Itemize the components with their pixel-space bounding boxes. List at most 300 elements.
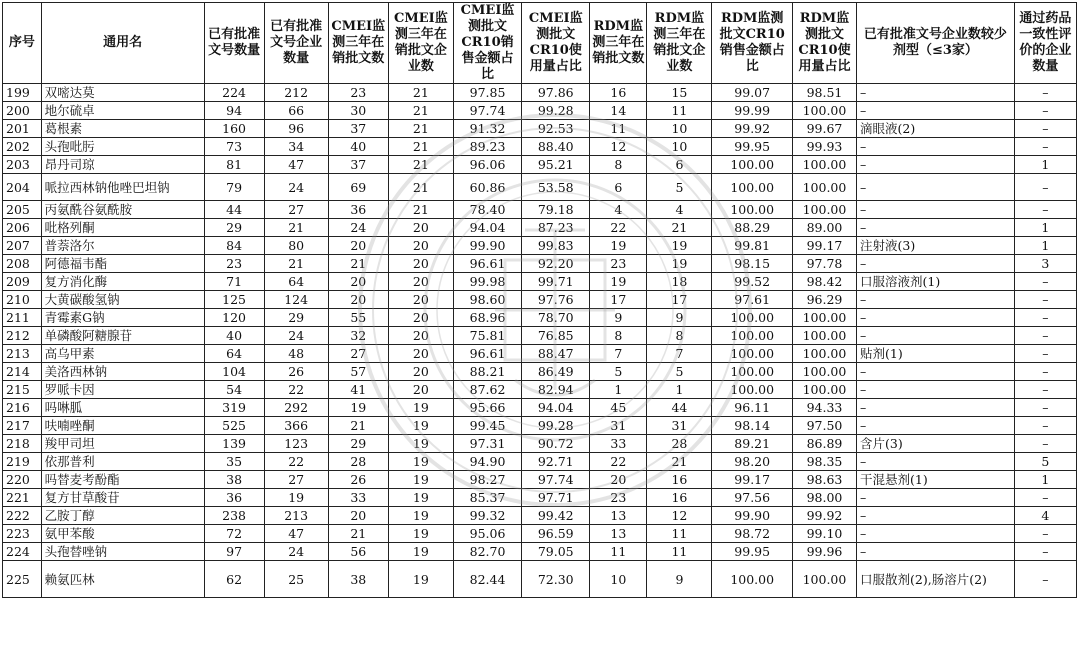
table-row bbox=[3, 525, 1077, 543]
table-row bbox=[3, 201, 1077, 219]
approval-count: 224 bbox=[204, 84, 264, 102]
cmei-sales-batch-count: 21 bbox=[328, 417, 388, 435]
rdm-cr10-sales-share: 97.56 bbox=[712, 489, 792, 507]
cmei-company-count: 19 bbox=[388, 543, 453, 561]
rdm-sales-batch-count: 22 bbox=[590, 453, 647, 471]
rdm-company-count: 17 bbox=[647, 291, 712, 309]
cmei-cr10-sales-share: 89.23 bbox=[453, 138, 521, 156]
cmei-cr10-sales-share: 94.04 bbox=[453, 219, 521, 237]
cmei-company-count: 19 bbox=[388, 525, 453, 543]
rdm-cr10-sales-share: 99.90 bbox=[712, 507, 792, 525]
rdm-cr10-sales-share: 97.61 bbox=[712, 291, 792, 309]
cmei-sales-batch-count: 19 bbox=[328, 399, 388, 417]
cmei-company-count: 20 bbox=[388, 327, 453, 345]
rdm-company-count: 16 bbox=[647, 489, 712, 507]
low-company-dosage-forms: 注射液(3) bbox=[857, 237, 1015, 255]
cmei-cr10-usage-share: 97.71 bbox=[522, 489, 590, 507]
row-index: 220 bbox=[3, 471, 42, 489]
row-index: 224 bbox=[3, 543, 42, 561]
approval-count: 38 bbox=[204, 471, 264, 489]
consistency-eval-company-count: – bbox=[1014, 309, 1076, 327]
table-row bbox=[3, 363, 1077, 381]
cmei-cr10-sales-share: 99.90 bbox=[453, 237, 521, 255]
drug-name: 丙氨酰谷氨酰胺 bbox=[41, 201, 204, 219]
approval-count: 238 bbox=[204, 507, 264, 525]
low-company-dosage-forms: 口服散剂(2),肠溶片(2) bbox=[857, 561, 1015, 598]
rdm-cr10-sales-share: 99.17 bbox=[712, 471, 792, 489]
drug-name: 双嘧达莫 bbox=[41, 84, 204, 102]
cmei-cr10-usage-share: 53.58 bbox=[522, 174, 590, 201]
cmei-sales-batch-count: 28 bbox=[328, 453, 388, 471]
cmei-cr10-usage-share: 90.72 bbox=[522, 435, 590, 453]
cmei-sales-batch-count: 56 bbox=[328, 543, 388, 561]
rdm-sales-batch-count: 6 bbox=[590, 174, 647, 201]
cmei-company-count: 20 bbox=[388, 255, 453, 273]
approval-count: 319 bbox=[204, 399, 264, 417]
consistency-eval-company-count: – bbox=[1014, 327, 1076, 345]
rdm-sales-batch-count: 31 bbox=[590, 417, 647, 435]
row-index: 202 bbox=[3, 138, 42, 156]
consistency-eval-company-count: – bbox=[1014, 291, 1076, 309]
rdm-cr10-sales-share: 99.92 bbox=[712, 120, 792, 138]
rdm-cr10-sales-share: 99.99 bbox=[712, 102, 792, 120]
consistency-eval-company-count: – bbox=[1014, 561, 1076, 598]
rdm-sales-batch-count: 1 bbox=[590, 381, 647, 399]
rdm-company-count: 21 bbox=[647, 219, 712, 237]
drug-name: 高乌甲素 bbox=[41, 345, 204, 363]
approval-count: 36 bbox=[204, 489, 264, 507]
approval-company-count: 27 bbox=[264, 471, 328, 489]
approval-company-count: 64 bbox=[264, 273, 328, 291]
cmei-cr10-usage-share: 82.94 bbox=[522, 381, 590, 399]
approval-company-count: 123 bbox=[264, 435, 328, 453]
rdm-sales-batch-count: 9 bbox=[590, 309, 647, 327]
row-index: 217 bbox=[3, 417, 42, 435]
consistency-eval-company-count: – bbox=[1014, 102, 1076, 120]
rdm-cr10-sales-share: 89.21 bbox=[712, 435, 792, 453]
low-company-dosage-forms: – bbox=[857, 138, 1015, 156]
consistency-eval-company-count: 1 bbox=[1014, 237, 1076, 255]
cmei-sales-batch-count: 24 bbox=[328, 219, 388, 237]
cmei-cr10-sales-share: 99.32 bbox=[453, 507, 521, 525]
low-company-dosage-forms: 口服溶液剂(1) bbox=[857, 273, 1015, 291]
table-body bbox=[3, 84, 1077, 598]
cmei-sales-batch-count: 55 bbox=[328, 309, 388, 327]
rdm-cr10-sales-share: 99.95 bbox=[712, 138, 792, 156]
drug-name: 普萘洛尔 bbox=[41, 237, 204, 255]
cmei-sales-batch-count: 57 bbox=[328, 363, 388, 381]
row-index: 212 bbox=[3, 327, 42, 345]
cmei-company-count: 19 bbox=[388, 471, 453, 489]
cmei-cr10-usage-share: 79.05 bbox=[522, 543, 590, 561]
rdm-cr10-usage-share: 99.17 bbox=[792, 237, 856, 255]
approval-count: 44 bbox=[204, 201, 264, 219]
drug-statistics-table bbox=[2, 2, 1077, 598]
consistency-eval-company-count: 4 bbox=[1014, 507, 1076, 525]
rdm-cr10-usage-share: 100.00 bbox=[792, 201, 856, 219]
consistency-eval-company-count: 3 bbox=[1014, 255, 1076, 273]
cmei-cr10-sales-share: 60.86 bbox=[453, 174, 521, 201]
rdm-company-count: 19 bbox=[647, 237, 712, 255]
table-row bbox=[3, 219, 1077, 237]
drug-name: 美洛西林钠 bbox=[41, 363, 204, 381]
rdm-cr10-usage-share: 100.00 bbox=[792, 102, 856, 120]
table-row bbox=[3, 255, 1077, 273]
cmei-company-count: 19 bbox=[388, 417, 453, 435]
column-header: RDM监测批文CR10销售金额占比 bbox=[712, 3, 792, 84]
approval-count: 71 bbox=[204, 273, 264, 291]
approval-company-count: 34 bbox=[264, 138, 328, 156]
table-row bbox=[3, 381, 1077, 399]
cmei-company-count: 20 bbox=[388, 309, 453, 327]
approval-count: 23 bbox=[204, 255, 264, 273]
cmei-sales-batch-count: 21 bbox=[328, 525, 388, 543]
rdm-sales-batch-count: 23 bbox=[590, 489, 647, 507]
consistency-eval-company-count: – bbox=[1014, 120, 1076, 138]
rdm-sales-batch-count: 33 bbox=[590, 435, 647, 453]
cmei-cr10-sales-share: 97.85 bbox=[453, 84, 521, 102]
cmei-cr10-usage-share: 88.47 bbox=[522, 345, 590, 363]
approval-count: 81 bbox=[204, 156, 264, 174]
consistency-eval-company-count: 1 bbox=[1014, 219, 1076, 237]
rdm-sales-batch-count: 19 bbox=[590, 273, 647, 291]
table-row bbox=[3, 345, 1077, 363]
approval-count: 64 bbox=[204, 345, 264, 363]
rdm-cr10-usage-share: 98.42 bbox=[792, 273, 856, 291]
rdm-cr10-usage-share: 98.63 bbox=[792, 471, 856, 489]
rdm-cr10-usage-share: 98.51 bbox=[792, 84, 856, 102]
cmei-cr10-usage-share: 99.28 bbox=[522, 417, 590, 435]
consistency-eval-company-count: 1 bbox=[1014, 471, 1076, 489]
approval-company-count: 212 bbox=[264, 84, 328, 102]
table-row bbox=[3, 138, 1077, 156]
row-index: 225 bbox=[3, 561, 42, 598]
rdm-sales-batch-count: 4 bbox=[590, 201, 647, 219]
header-row bbox=[3, 3, 1077, 84]
consistency-eval-company-count: – bbox=[1014, 273, 1076, 291]
rdm-cr10-usage-share: 100.00 bbox=[792, 309, 856, 327]
rdm-sales-batch-count: 13 bbox=[590, 525, 647, 543]
cmei-company-count: 20 bbox=[388, 345, 453, 363]
rdm-company-count: 21 bbox=[647, 453, 712, 471]
cmei-cr10-sales-share: 94.90 bbox=[453, 453, 521, 471]
approval-company-count: 366 bbox=[264, 417, 328, 435]
low-company-dosage-forms: – bbox=[857, 102, 1015, 120]
cmei-sales-batch-count: 30 bbox=[328, 102, 388, 120]
column-header: RDM监测三年在销批文企业数 bbox=[647, 3, 712, 84]
consistency-eval-company-count: – bbox=[1014, 435, 1076, 453]
cmei-cr10-sales-share: 88.21 bbox=[453, 363, 521, 381]
cmei-cr10-sales-share: 98.60 bbox=[453, 291, 521, 309]
table-row bbox=[3, 471, 1077, 489]
drug-name: 地尔硫卓 bbox=[41, 102, 204, 120]
rdm-sales-batch-count: 10 bbox=[590, 561, 647, 598]
rdm-cr10-usage-share: 98.35 bbox=[792, 453, 856, 471]
cmei-sales-batch-count: 37 bbox=[328, 120, 388, 138]
consistency-eval-company-count: – bbox=[1014, 201, 1076, 219]
column-header: 通过药品一致性评价的企业数量 bbox=[1014, 3, 1076, 84]
column-header: RDM监测批文CR10使用量占比 bbox=[792, 3, 856, 84]
low-company-dosage-forms: – bbox=[857, 399, 1015, 417]
rdm-cr10-sales-share: 100.00 bbox=[712, 309, 792, 327]
drug-name: 吗替麦考酚酯 bbox=[41, 471, 204, 489]
cmei-sales-batch-count: 21 bbox=[328, 255, 388, 273]
consistency-eval-company-count: – bbox=[1014, 84, 1076, 102]
approval-count: 29 bbox=[204, 219, 264, 237]
consistency-eval-company-count: 5 bbox=[1014, 453, 1076, 471]
cmei-sales-batch-count: 33 bbox=[328, 489, 388, 507]
rdm-cr10-sales-share: 98.72 bbox=[712, 525, 792, 543]
approval-company-count: 24 bbox=[264, 543, 328, 561]
table-row bbox=[3, 399, 1077, 417]
low-company-dosage-forms: – bbox=[857, 327, 1015, 345]
cmei-cr10-sales-share: 96.61 bbox=[453, 345, 521, 363]
rdm-sales-batch-count: 19 bbox=[590, 237, 647, 255]
cmei-cr10-sales-share: 97.31 bbox=[453, 435, 521, 453]
rdm-cr10-sales-share: 98.15 bbox=[712, 255, 792, 273]
rdm-company-count: 44 bbox=[647, 399, 712, 417]
rdm-cr10-sales-share: 100.00 bbox=[712, 363, 792, 381]
cmei-sales-batch-count: 20 bbox=[328, 507, 388, 525]
rdm-cr10-usage-share: 98.00 bbox=[792, 489, 856, 507]
cmei-sales-batch-count: 23 bbox=[328, 84, 388, 102]
cmei-cr10-sales-share: 98.27 bbox=[453, 471, 521, 489]
low-company-dosage-forms: – bbox=[857, 543, 1015, 561]
low-company-dosage-forms: – bbox=[857, 381, 1015, 399]
cmei-cr10-usage-share: 94.04 bbox=[522, 399, 590, 417]
approval-count: 120 bbox=[204, 309, 264, 327]
cmei-cr10-usage-share: 92.53 bbox=[522, 120, 590, 138]
consistency-eval-company-count: 1 bbox=[1014, 156, 1076, 174]
cmei-cr10-sales-share: 96.61 bbox=[453, 255, 521, 273]
cmei-cr10-usage-share: 99.42 bbox=[522, 507, 590, 525]
consistency-eval-company-count: – bbox=[1014, 543, 1076, 561]
rdm-cr10-sales-share: 100.00 bbox=[712, 201, 792, 219]
table-row bbox=[3, 84, 1077, 102]
cmei-cr10-usage-share: 97.86 bbox=[522, 84, 590, 102]
rdm-sales-batch-count: 16 bbox=[590, 84, 647, 102]
cmei-cr10-usage-share: 99.83 bbox=[522, 237, 590, 255]
consistency-eval-company-count: – bbox=[1014, 489, 1076, 507]
row-index: 201 bbox=[3, 120, 42, 138]
cmei-cr10-usage-share: 96.59 bbox=[522, 525, 590, 543]
cmei-cr10-sales-share: 87.62 bbox=[453, 381, 521, 399]
rdm-cr10-sales-share: 96.11 bbox=[712, 399, 792, 417]
low-company-dosage-forms: – bbox=[857, 255, 1015, 273]
low-company-dosage-forms: 干混悬剂(1) bbox=[857, 471, 1015, 489]
column-header: CMEI监测批文CR10销售金额占比 bbox=[453, 3, 521, 84]
cmei-cr10-sales-share: 75.81 bbox=[453, 327, 521, 345]
table-row bbox=[3, 417, 1077, 435]
column-header: 已有批准文号数量 bbox=[204, 3, 264, 84]
approval-company-count: 21 bbox=[264, 255, 328, 273]
rdm-company-count: 19 bbox=[647, 255, 712, 273]
approval-count: 54 bbox=[204, 381, 264, 399]
cmei-company-count: 21 bbox=[388, 84, 453, 102]
approval-count: 84 bbox=[204, 237, 264, 255]
rdm-cr10-usage-share: 100.00 bbox=[792, 327, 856, 345]
cmei-cr10-usage-share: 95.21 bbox=[522, 156, 590, 174]
approval-count: 525 bbox=[204, 417, 264, 435]
drug-name: 罗哌卡因 bbox=[41, 381, 204, 399]
column-header: CMEI监测三年在销批文数 bbox=[328, 3, 388, 84]
cmei-cr10-usage-share: 72.30 bbox=[522, 561, 590, 598]
approval-count: 104 bbox=[204, 363, 264, 381]
cmei-sales-batch-count: 32 bbox=[328, 327, 388, 345]
approval-company-count: 24 bbox=[264, 174, 328, 201]
rdm-company-count: 1 bbox=[647, 381, 712, 399]
rdm-cr10-usage-share: 100.00 bbox=[792, 561, 856, 598]
cmei-company-count: 19 bbox=[388, 453, 453, 471]
row-index: 203 bbox=[3, 156, 42, 174]
rdm-cr10-usage-share: 100.00 bbox=[792, 174, 856, 201]
drug-name: 葛根素 bbox=[41, 120, 204, 138]
approval-company-count: 24 bbox=[264, 327, 328, 345]
low-company-dosage-forms: – bbox=[857, 156, 1015, 174]
rdm-sales-batch-count: 22 bbox=[590, 219, 647, 237]
rdm-company-count: 18 bbox=[647, 273, 712, 291]
approval-count: 94 bbox=[204, 102, 264, 120]
rdm-sales-batch-count: 12 bbox=[590, 138, 647, 156]
low-company-dosage-forms: – bbox=[857, 174, 1015, 201]
rdm-sales-batch-count: 20 bbox=[590, 471, 647, 489]
cmei-company-count: 19 bbox=[388, 561, 453, 598]
drug-name: 昂丹司琼 bbox=[41, 156, 204, 174]
cmei-company-count: 20 bbox=[388, 219, 453, 237]
approval-company-count: 96 bbox=[264, 120, 328, 138]
cmei-company-count: 21 bbox=[388, 102, 453, 120]
low-company-dosage-forms: – bbox=[857, 489, 1015, 507]
rdm-cr10-sales-share: 100.00 bbox=[712, 561, 792, 598]
drug-name: 吗啉胍 bbox=[41, 399, 204, 417]
consistency-eval-company-count: – bbox=[1014, 417, 1076, 435]
rdm-company-count: 6 bbox=[647, 156, 712, 174]
low-company-dosage-forms: 滴眼液(2) bbox=[857, 120, 1015, 138]
low-company-dosage-forms: – bbox=[857, 291, 1015, 309]
table-row bbox=[3, 507, 1077, 525]
table-row bbox=[3, 174, 1077, 201]
low-company-dosage-forms: – bbox=[857, 219, 1015, 237]
approval-count: 160 bbox=[204, 120, 264, 138]
row-index: 205 bbox=[3, 201, 42, 219]
cmei-company-count: 21 bbox=[388, 156, 453, 174]
rdm-cr10-sales-share: 99.81 bbox=[712, 237, 792, 255]
row-index: 221 bbox=[3, 489, 42, 507]
cmei-cr10-usage-share: 92.71 bbox=[522, 453, 590, 471]
consistency-eval-company-count: – bbox=[1014, 399, 1076, 417]
rdm-cr10-sales-share: 100.00 bbox=[712, 345, 792, 363]
rdm-cr10-usage-share: 99.10 bbox=[792, 525, 856, 543]
low-company-dosage-forms: – bbox=[857, 363, 1015, 381]
drug-name: 复方消化酶 bbox=[41, 273, 204, 291]
cmei-sales-batch-count: 26 bbox=[328, 471, 388, 489]
low-company-dosage-forms: – bbox=[857, 201, 1015, 219]
rdm-cr10-usage-share: 100.00 bbox=[792, 381, 856, 399]
cmei-cr10-sales-share: 96.06 bbox=[453, 156, 521, 174]
rdm-company-count: 5 bbox=[647, 174, 712, 201]
rdm-company-count: 12 bbox=[647, 507, 712, 525]
drug-name: 复方甘草酸苷 bbox=[41, 489, 204, 507]
rdm-cr10-sales-share: 100.00 bbox=[712, 156, 792, 174]
rdm-sales-batch-count: 8 bbox=[590, 327, 647, 345]
rdm-cr10-sales-share: 88.29 bbox=[712, 219, 792, 237]
consistency-eval-company-count: – bbox=[1014, 345, 1076, 363]
table-row bbox=[3, 327, 1077, 345]
column-header: RDM监测三年在销批文数 bbox=[590, 3, 647, 84]
approval-count: 73 bbox=[204, 138, 264, 156]
cmei-company-count: 19 bbox=[388, 399, 453, 417]
rdm-cr10-sales-share: 98.20 bbox=[712, 453, 792, 471]
approval-count: 125 bbox=[204, 291, 264, 309]
cmei-company-count: 20 bbox=[388, 381, 453, 399]
cmei-cr10-usage-share: 79.18 bbox=[522, 201, 590, 219]
rdm-cr10-usage-share: 89.00 bbox=[792, 219, 856, 237]
cmei-cr10-sales-share: 78.40 bbox=[453, 201, 521, 219]
low-company-dosage-forms: – bbox=[857, 507, 1015, 525]
approval-company-count: 66 bbox=[264, 102, 328, 120]
approval-count: 40 bbox=[204, 327, 264, 345]
table-row bbox=[3, 156, 1077, 174]
rdm-sales-batch-count: 5 bbox=[590, 363, 647, 381]
row-index: 206 bbox=[3, 219, 42, 237]
consistency-eval-company-count: – bbox=[1014, 138, 1076, 156]
cmei-cr10-usage-share: 87.23 bbox=[522, 219, 590, 237]
rdm-sales-batch-count: 23 bbox=[590, 255, 647, 273]
row-index: 204 bbox=[3, 174, 42, 201]
row-index: 208 bbox=[3, 255, 42, 273]
row-index: 213 bbox=[3, 345, 42, 363]
approval-company-count: 213 bbox=[264, 507, 328, 525]
drug-name: 氨甲苯酸 bbox=[41, 525, 204, 543]
rdm-cr10-usage-share: 100.00 bbox=[792, 345, 856, 363]
approval-count: 62 bbox=[204, 561, 264, 598]
rdm-company-count: 11 bbox=[647, 525, 712, 543]
drug-name: 青霉素G钠 bbox=[41, 309, 204, 327]
cmei-cr10-sales-share: 82.70 bbox=[453, 543, 521, 561]
rdm-cr10-usage-share: 86.89 bbox=[792, 435, 856, 453]
consistency-eval-company-count: – bbox=[1014, 363, 1076, 381]
cmei-cr10-sales-share: 95.06 bbox=[453, 525, 521, 543]
rdm-sales-batch-count: 11 bbox=[590, 120, 647, 138]
rdm-company-count: 8 bbox=[647, 327, 712, 345]
rdm-company-count: 15 bbox=[647, 84, 712, 102]
table-row bbox=[3, 435, 1077, 453]
cmei-cr10-sales-share: 95.66 bbox=[453, 399, 521, 417]
cmei-sales-batch-count: 36 bbox=[328, 201, 388, 219]
rdm-company-count: 16 bbox=[647, 471, 712, 489]
column-header: 已有批准文号企业数量 bbox=[264, 3, 328, 84]
cmei-cr10-usage-share: 76.85 bbox=[522, 327, 590, 345]
cmei-company-count: 21 bbox=[388, 138, 453, 156]
row-index: 214 bbox=[3, 363, 42, 381]
low-company-dosage-forms: – bbox=[857, 453, 1015, 471]
cmei-company-count: 21 bbox=[388, 120, 453, 138]
rdm-sales-batch-count: 14 bbox=[590, 102, 647, 120]
cmei-sales-batch-count: 69 bbox=[328, 174, 388, 201]
drug-name: 大黄碳酸氢钠 bbox=[41, 291, 204, 309]
approval-count: 35 bbox=[204, 453, 264, 471]
rdm-cr10-usage-share: 99.67 bbox=[792, 120, 856, 138]
rdm-cr10-usage-share: 99.93 bbox=[792, 138, 856, 156]
drug-name: 乙胺丁醇 bbox=[41, 507, 204, 525]
drug-name: 呋喃唑酮 bbox=[41, 417, 204, 435]
rdm-sales-batch-count: 11 bbox=[590, 543, 647, 561]
row-index: 222 bbox=[3, 507, 42, 525]
drug-name: 头孢替唑钠 bbox=[41, 543, 204, 561]
cmei-cr10-usage-share: 99.28 bbox=[522, 102, 590, 120]
drug-name: 阿德福韦酯 bbox=[41, 255, 204, 273]
rdm-cr10-usage-share: 96.29 bbox=[792, 291, 856, 309]
